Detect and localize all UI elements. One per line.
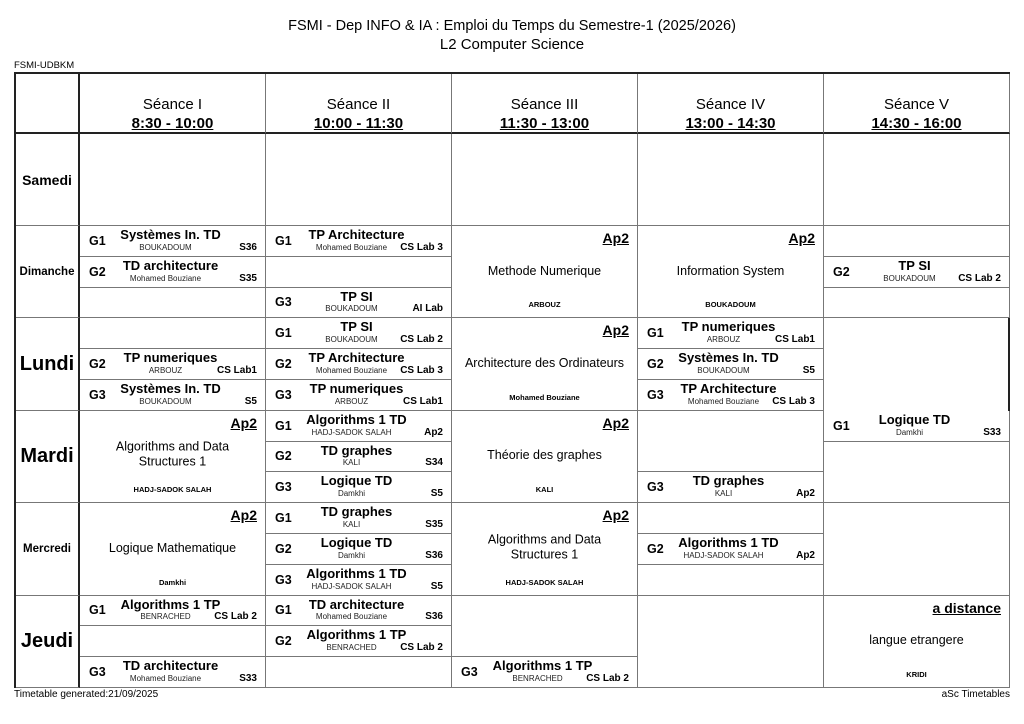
subject-name: Logique TD [320, 473, 393, 489]
room-label: S5 [802, 364, 815, 376]
session-name: Séance V [883, 96, 950, 113]
room-badge: Ap2 [602, 414, 629, 431]
room-label: S33 [239, 672, 257, 684]
empty-slot [638, 134, 824, 226]
session-name: Séance III [510, 96, 579, 113]
empty-slot [266, 657, 452, 688]
session-time: 8:30 - 10:00 [131, 115, 214, 132]
teacher-name: KRIDI [906, 669, 927, 679]
group-session[interactable] [638, 472, 824, 503]
teacher-name: BOUKADOUM [697, 365, 750, 375]
group-label: G2 [275, 634, 292, 649]
empty-slot [638, 503, 824, 534]
room-label: S5 [244, 395, 257, 407]
group-label: G3 [275, 480, 292, 495]
subject-name: Algorithms 1 TP [306, 627, 407, 643]
subject-name: TP Architecture [680, 381, 777, 396]
room-label: CS Lab 2 [958, 272, 1001, 284]
teacher-name: Mohamed Bouziane [315, 242, 388, 252]
session-header [824, 74, 1010, 134]
subject-name: TP Architecture [308, 227, 405, 242]
room-badge: Ap2 [230, 507, 257, 524]
empty-slot [824, 503, 1010, 595]
room-label: CS Lab 2 [400, 334, 443, 346]
session-time: 11:30 - 13:00 [499, 115, 590, 132]
subject-name: Logique TD [878, 411, 951, 427]
empty-slot [266, 257, 452, 288]
empty-slot [638, 565, 824, 596]
group-session[interactable] [266, 349, 452, 380]
course-name: Methode Numerique [487, 263, 602, 278]
room-label: S35 [425, 518, 443, 530]
empty-slot [80, 626, 266, 657]
group-session[interactable] [80, 226, 266, 257]
group-label: G2 [833, 264, 850, 279]
teacher-name: HADJ-SADOK SALAH [683, 550, 764, 560]
empty-slot [80, 134, 266, 226]
day-label [16, 596, 80, 688]
group-session[interactable] [266, 226, 452, 257]
teacher-name: ARBOUZ [334, 396, 369, 406]
corner-cell [16, 74, 80, 134]
group-session[interactable] [266, 596, 452, 627]
subject-name: Algorithms 1 TD [678, 535, 779, 550]
group-session[interactable] [80, 596, 266, 627]
group-label: G1 [275, 233, 292, 248]
room-label: CS Lab 3 [772, 395, 815, 407]
course-name: Information System [676, 263, 785, 278]
subject-name: Systèmes In. TD [120, 227, 221, 242]
group-label: G3 [89, 387, 106, 402]
group-label: G2 [647, 541, 664, 556]
day-name: Jeudi [20, 629, 74, 652]
teacher-name: BOUKADOUM [325, 304, 378, 314]
subject-name: TP SI [340, 288, 373, 304]
room-badge: Ap2 [788, 230, 815, 246]
empty-slot [80, 318, 266, 349]
group-session[interactable] [80, 380, 266, 411]
session-time: 10:00 - 11:30 [313, 115, 404, 132]
room-label: Ap2 [796, 488, 815, 500]
room-label: CS Lab 3 [400, 364, 443, 376]
day-name: Samedi [22, 171, 72, 188]
generated-date: Timetable generated:21/09/2025 [14, 689, 159, 700]
subject-name: TP Architecture [308, 350, 405, 366]
teacher-name: Damkhi [895, 427, 924, 437]
teacher-name: BOUKADOUM [883, 273, 936, 283]
timetable-grid [14, 72, 1010, 688]
room-label: CS Lab 2 [586, 672, 629, 684]
room-badge: a distance [932, 599, 1001, 616]
empty-slot [824, 226, 1010, 257]
subject-name: TD architecture [122, 658, 219, 674]
day-name: Mardi [20, 444, 74, 467]
teacher-name: HADJ-SADOK SALAH [505, 577, 584, 587]
teacher-name: KALI [714, 489, 733, 499]
room-label: S5 [430, 580, 443, 592]
course-name: Architecture des Ordinateurs [464, 355, 625, 370]
subject-name: Logique TD [320, 535, 393, 550]
room-label: Ap2 [796, 549, 815, 561]
session-header [266, 74, 452, 134]
session-name: Séance IV [695, 96, 766, 113]
room-label: CS Lab 3 [400, 241, 443, 253]
course-name: Algorithms and Data Structures 1 [487, 532, 602, 562]
teacher-name: HADJ-SADOK SALAH [133, 485, 212, 495]
lecture-block[interactable] [638, 226, 824, 318]
group-label: G2 [89, 357, 106, 372]
teacher-name: BOUKADOUM [139, 396, 192, 406]
group-session[interactable] [266, 565, 452, 596]
subject-name: TD graphes [320, 504, 393, 520]
room-label: S35 [239, 272, 257, 284]
subject-name: Algorithms 1 TD [306, 565, 407, 581]
lecture-block[interactable] [452, 226, 638, 318]
group-label: G1 [647, 326, 664, 341]
group-label: G1 [833, 418, 850, 433]
teacher-name: Mohamed Bouziane [509, 392, 580, 402]
session-header [452, 74, 638, 134]
room-label: CS Lab1 [402, 395, 443, 407]
group-label: G2 [89, 264, 106, 279]
group-session[interactable] [80, 349, 266, 380]
course-name: Théorie des graphes [487, 448, 602, 463]
group-label: G1 [275, 418, 292, 433]
group-session[interactable] [266, 288, 452, 319]
lecture-block[interactable] [80, 411, 266, 503]
group-session[interactable] [452, 657, 638, 688]
room-badge: Ap2 [602, 322, 629, 339]
room-label: S5 [430, 488, 443, 500]
room-label: CS Lab 2 [400, 642, 443, 654]
group-session[interactable] [638, 349, 824, 380]
day-name: Mercredi [23, 542, 71, 555]
group-session[interactable] [266, 411, 452, 442]
subject-name: TD graphes [320, 442, 393, 458]
day-label [16, 318, 80, 410]
group-label: G3 [275, 387, 292, 402]
lecture-block[interactable] [452, 411, 638, 503]
teacher-name: KALI [342, 458, 361, 468]
lecture-block[interactable] [452, 503, 638, 595]
day-label [16, 134, 80, 226]
group-label: G1 [275, 511, 292, 526]
group-session[interactable] [266, 626, 452, 657]
group-session[interactable] [638, 380, 824, 411]
day-name: Dimanche [19, 265, 75, 278]
subject-name: TP numeriques [681, 319, 776, 335]
group-session[interactable] [80, 657, 266, 688]
group-label: G2 [275, 357, 292, 372]
group-label: G2 [275, 449, 292, 464]
group-session[interactable] [266, 442, 452, 473]
teacher-name: Damkhi [158, 577, 187, 587]
group-label: G3 [461, 665, 478, 680]
subject-name: Systèmes In. TD [678, 350, 779, 366]
subject-name: Algorithms 1 TD [306, 411, 407, 427]
teacher-name: ARBOUZ [706, 335, 741, 345]
teacher-name: BENRACHED [512, 673, 563, 683]
lecture-block[interactable] [80, 503, 266, 595]
teacher-name: KALI [342, 519, 361, 529]
subject-name: Algorithms 1 TP [120, 596, 221, 612]
group-session[interactable] [266, 534, 452, 565]
empty-slot [452, 596, 638, 658]
timetable-title: FSMI - Dep INFO & IA : Emploi du Temps du Semestre-1 (2025/2026) [288, 18, 736, 34]
room-label: S36 [239, 241, 257, 253]
group-label: G1 [89, 233, 106, 248]
group-label: G1 [275, 603, 292, 618]
empty-slot [452, 134, 638, 226]
group-session[interactable] [266, 318, 452, 349]
course-name: langue etrangere [869, 633, 964, 648]
day-label [16, 503, 80, 595]
session-header [80, 74, 266, 134]
day-name: Lundi [19, 352, 75, 375]
room-badge: Ap2 [602, 230, 629, 246]
room-badge: Ap2 [602, 507, 629, 524]
subject-name: TP numeriques [309, 381, 404, 396]
teacher-name: Mohamed Bouziane [315, 612, 388, 622]
subject-name: TD architecture [122, 257, 219, 273]
room-label: AI Lab [412, 303, 443, 315]
teacher-name: BOUKADOUM [325, 335, 378, 345]
group-label: G1 [275, 326, 292, 341]
subject-name: TP numeriques [123, 350, 218, 366]
group-session[interactable] [266, 472, 452, 503]
room-label: Ap2 [424, 426, 443, 438]
group-label: G3 [647, 387, 664, 402]
group-label: G3 [647, 480, 664, 495]
room-label: CS Lab1 [774, 334, 815, 346]
group-label: G1 [89, 603, 106, 618]
room-label: CS Lab1 [216, 364, 257, 376]
teacher-name: Damkhi [337, 550, 366, 560]
session-name: Séance I [142, 96, 203, 113]
teacher-name: HADJ-SADOK SALAH [311, 427, 392, 437]
subject-name: Algorithms 1 TP [492, 658, 593, 674]
teacher-name: ARBOUZ [528, 300, 561, 310]
group-session[interactable] [824, 257, 1010, 288]
session-header [638, 74, 824, 134]
lecture-block[interactable] [452, 318, 638, 410]
teacher-name: BOUKADOUM [705, 300, 756, 310]
course-name: Algorithms and Data Structures 1 [115, 439, 230, 469]
teacher-name: Mohamed Bouziane [687, 396, 760, 406]
group-session[interactable] [638, 534, 824, 565]
subject-name: TD architecture [308, 596, 405, 612]
teacher-name: Mohamed Bouziane [129, 673, 202, 683]
empty-slot [266, 134, 452, 226]
empty-slot [824, 134, 1010, 226]
app-credit: aSc Timetables [941, 689, 1010, 700]
empty-slot [80, 288, 266, 319]
group-label: G3 [275, 295, 292, 310]
subject-name: Systèmes In. TD [120, 381, 221, 396]
teacher-name: Mohamed Bouziane [129, 273, 202, 283]
empty-slot [824, 442, 1010, 504]
group-session[interactable] [266, 380, 452, 411]
room-label: S36 [425, 611, 443, 623]
group-session[interactable] [266, 503, 452, 534]
group-label: G2 [275, 541, 292, 556]
subject-name: TP SI [340, 319, 373, 335]
subject-name: TD graphes [692, 473, 765, 489]
group-session[interactable] [638, 318, 824, 349]
room-badge: Ap2 [230, 414, 257, 431]
session-name: Séance II [326, 96, 391, 113]
teacher-name: ARBOUZ [148, 365, 183, 375]
room-label: CS Lab 2 [214, 611, 257, 623]
teacher-name: BENRACHED [140, 612, 191, 622]
course-name: Logique Mathematique [108, 540, 237, 555]
teacher-name: BENRACHED [326, 643, 377, 653]
institution-label: FSMI-UDBKM [14, 60, 75, 71]
empty-slot [824, 288, 1010, 319]
session-time: 13:00 - 14:30 [685, 115, 776, 132]
subject-name: TP SI [898, 257, 931, 273]
teacher-name: Mohamed Bouziane [315, 365, 388, 375]
empty-slot [638, 411, 824, 473]
teacher-name: KALI [535, 485, 554, 495]
room-label: S36 [425, 549, 443, 561]
day-label [16, 411, 80, 503]
class-name: L2 Computer Science [439, 36, 585, 53]
group-label: G2 [647, 357, 664, 372]
group-session[interactable] [824, 411, 1010, 442]
room-label: S33 [983, 426, 1001, 438]
teacher-name: BOUKADOUM [139, 242, 192, 252]
session-time: 14:30 - 16:00 [871, 115, 962, 132]
teacher-name: Damkhi [337, 489, 366, 499]
teacher-name: HADJ-SADOK SALAH [311, 581, 392, 591]
day-label [16, 226, 80, 318]
group-label: G3 [275, 572, 292, 587]
empty-slot [638, 596, 824, 688]
room-label: S34 [425, 457, 443, 469]
lecture-block[interactable] [824, 596, 1010, 688]
group-session[interactable] [80, 257, 266, 288]
group-label: G3 [89, 665, 106, 680]
